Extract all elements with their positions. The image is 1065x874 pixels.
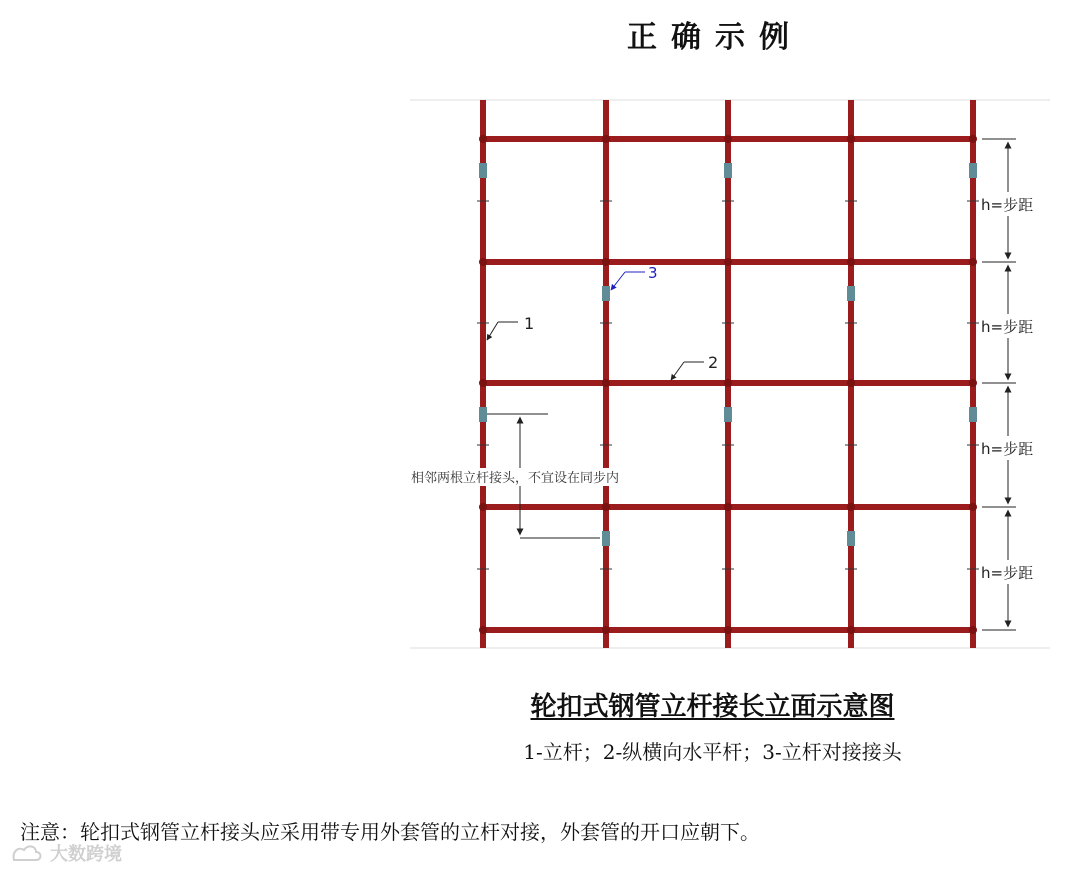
joint-sleeve bbox=[479, 163, 487, 178]
joint-sleeve bbox=[602, 531, 610, 546]
step-label: h=步距 bbox=[981, 318, 1034, 336]
step-dimensions bbox=[979, 139, 1041, 630]
step-label: h=步距 bbox=[981, 564, 1034, 582]
step-label: h=步距 bbox=[981, 196, 1034, 214]
joint-sleeve bbox=[847, 531, 855, 546]
watermark-text: 大数跨境 bbox=[50, 844, 122, 865]
joint-sleeve bbox=[602, 286, 610, 301]
standards bbox=[480, 100, 976, 648]
joint-sleeve bbox=[969, 163, 977, 178]
callout-joint bbox=[611, 264, 658, 290]
callout-label: 3 bbox=[648, 264, 658, 282]
callout-standard bbox=[487, 314, 534, 340]
joint-sleeve bbox=[969, 407, 977, 422]
installation-note: 注意：轮扣式钢管立杆接头应采用带专用外套管的立杆对接，外套管的开口应朝下。 bbox=[20, 820, 760, 844]
diagram-legend: 1-立杆；2-纵横向水平杆；3-立杆对接接头 bbox=[523, 740, 902, 764]
callout-label: 2 bbox=[708, 353, 719, 372]
joint-note: 相邻两根立杆接头，不宜设在同步内 bbox=[411, 471, 620, 486]
page-title: 正确示例 bbox=[627, 20, 803, 55]
watermark bbox=[10, 840, 122, 866]
joint-sleeve bbox=[847, 286, 855, 301]
callout-ledger bbox=[671, 353, 718, 380]
callout-label: 1 bbox=[524, 314, 535, 333]
standard bbox=[603, 100, 609, 648]
joint-sleeve bbox=[724, 163, 732, 178]
joint-sleeve bbox=[724, 407, 732, 422]
standard bbox=[848, 100, 854, 648]
standard bbox=[970, 100, 976, 648]
joint-offset-dimension bbox=[410, 414, 636, 538]
watermark-logo-icon bbox=[10, 842, 44, 864]
step-label: h=步距 bbox=[981, 440, 1034, 458]
joint-sleeve bbox=[479, 407, 487, 422]
standard bbox=[725, 100, 731, 648]
diagram-caption: 轮扣式钢管立杆接长立面示意图 bbox=[530, 692, 895, 722]
standard bbox=[480, 100, 486, 648]
